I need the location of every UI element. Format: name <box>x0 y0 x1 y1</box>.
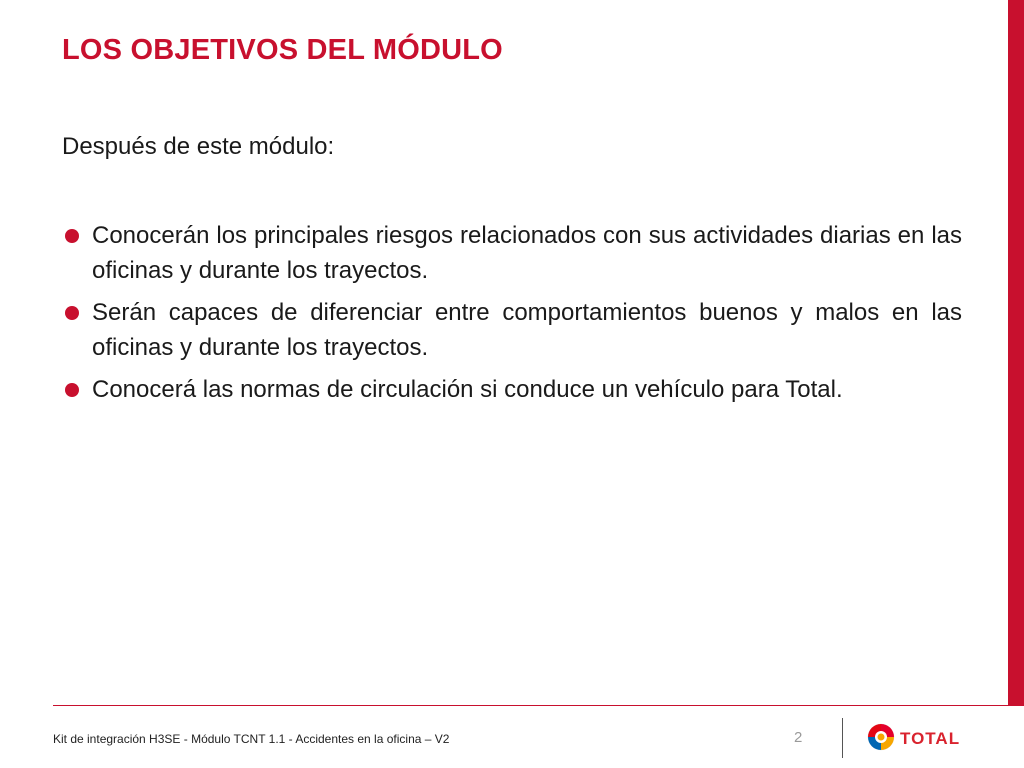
bullet-text: Serán capaces de diferenciar entre comportamientos buenos y malos en las oficinas y durante los trayectos. <box>92 299 962 361</box>
list-item <box>62 218 962 288</box>
svg-text:TOTAL: TOTAL <box>900 729 961 748</box>
list-item <box>62 295 962 365</box>
bullet-icon <box>65 229 79 243</box>
bullet-icon <box>65 306 79 320</box>
intro-text: Después de este módulo: <box>62 133 335 160</box>
bullet-text: Conocerá las normas de circulación si conduce un vehículo para Total. <box>92 376 843 403</box>
objectives-list <box>62 218 962 414</box>
bullet-icon <box>65 383 79 397</box>
list-item <box>62 372 962 407</box>
bullet-text: Conocerán los principales riesgos relacionados con sus actividades diarias en las oficinas y durante los trayectos. <box>92 222 962 284</box>
footer-text: Kit de integración H3SE - Módulo TCNT 1.1 - Accidentes en la oficina – V2 <box>53 732 450 746</box>
footer-divider-line <box>53 705 1024 706</box>
total-logo <box>864 720 972 754</box>
page-number: 2 <box>794 729 803 746</box>
right-accent-bar <box>1008 0 1024 705</box>
footer-vertical-divider <box>842 718 843 758</box>
slide-title: LOS OBJETIVOS DEL MÓDULO <box>62 34 503 66</box>
